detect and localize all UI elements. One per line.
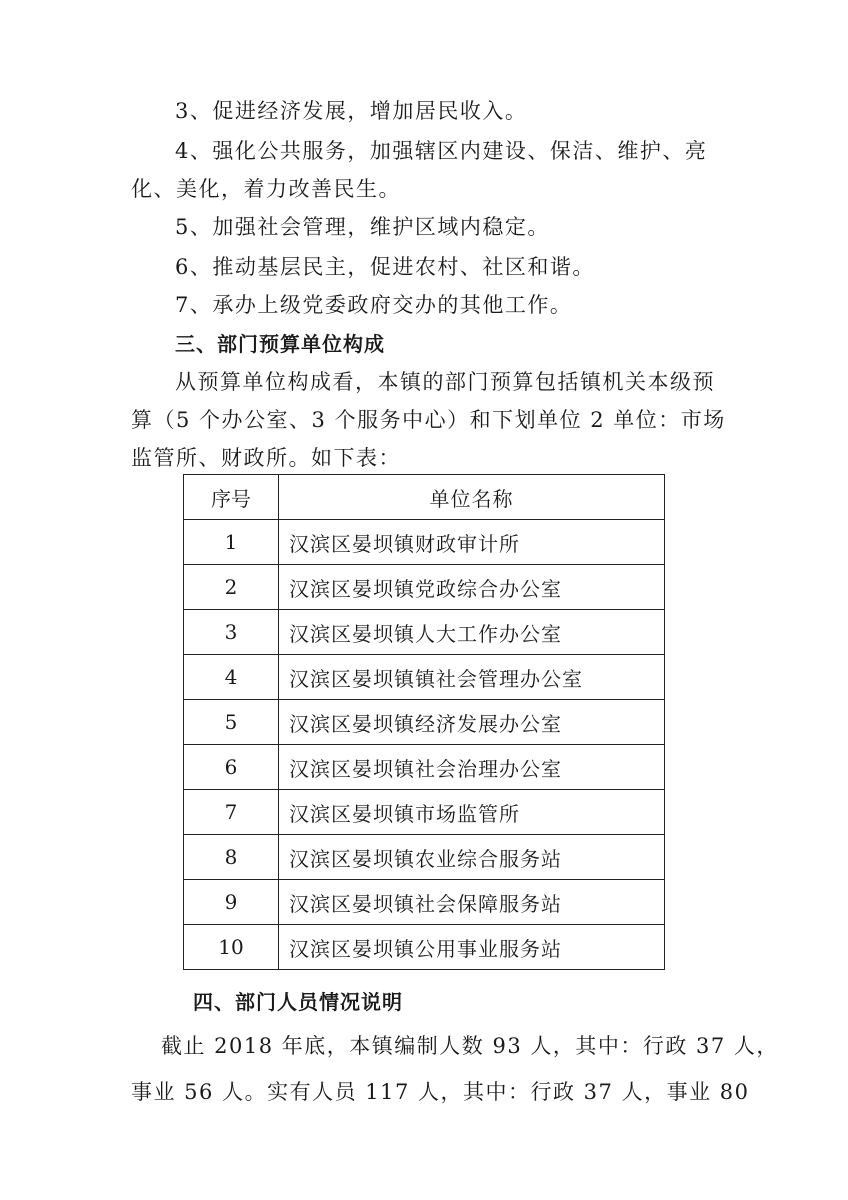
section-3-para-line-2: 算（5 个办公室、3 个服务中心）和下划单位 2 单位：市场	[131, 408, 726, 432]
row-index: 1	[184, 520, 279, 565]
row-index: 6	[184, 745, 279, 790]
table-row	[184, 880, 665, 925]
header-unit-name: 单位名称	[279, 475, 665, 520]
table-row	[184, 610, 665, 655]
duty-item-5: 5、加强社会管理，维护区域内稳定。	[175, 215, 550, 239]
section-3-para-line-3: 监管所、财政所。如下表：	[131, 446, 401, 470]
row-index: 9	[184, 880, 279, 925]
row-unit-name: 汉滨区晏坝镇人大工作办公室	[279, 610, 665, 655]
row-index: 8	[184, 835, 279, 880]
table-row	[184, 835, 665, 880]
section-4-para-line-1: 截止 2018 年底，本镇编制人数 93 人，其中：行政 37 人，	[161, 1034, 779, 1058]
table-row	[184, 520, 665, 565]
duty-item-4: 4、强化公共服务，加强辖区内建设、保洁、维护、亮	[175, 139, 708, 163]
row-unit-name: 汉滨区晏坝镇党政综合办公室	[279, 565, 665, 610]
row-index: 10	[184, 925, 279, 970]
duty-item-7: 7、承办上级党委政府交办的其他工作。	[175, 293, 573, 317]
table-row	[184, 700, 665, 745]
table-row	[184, 790, 665, 835]
row-index: 4	[184, 655, 279, 700]
table-row	[184, 565, 665, 610]
table-header-row	[184, 475, 665, 520]
row-unit-name: 汉滨区晏坝镇社会保障服务站	[279, 880, 665, 925]
table-row	[184, 745, 665, 790]
header-index: 序号	[184, 475, 279, 520]
table-row	[184, 925, 665, 970]
row-unit-name: 汉滨区晏坝镇镇社会管理办公室	[279, 655, 665, 700]
section-3-para-line-1: 从预算单位构成看，本镇的部门预算包括镇机关本级预	[175, 370, 715, 394]
duty-item-3: 3、促进经济发展，增加居民收入。	[175, 99, 528, 123]
section-4-heading: 四、部门人员情况说明	[193, 990, 403, 1014]
row-index: 2	[184, 565, 279, 610]
row-index: 7	[184, 790, 279, 835]
row-unit-name: 汉滨区晏坝镇社会治理办公室	[279, 745, 665, 790]
row-unit-name: 汉滨区晏坝镇农业综合服务站	[279, 835, 665, 880]
row-index: 3	[184, 610, 279, 655]
row-unit-name: 汉滨区晏坝镇市场监管所	[279, 790, 665, 835]
duty-item-4-cont: 化、美化，着力改善民生。	[131, 177, 401, 201]
row-index: 5	[184, 700, 279, 745]
section-3-heading: 三、部门预算单位构成	[175, 332, 385, 356]
section-4-para-line-2: 事业 56 人。实有人员 117 人，其中：行政 37 人，事业 80	[131, 1080, 750, 1104]
row-unit-name: 汉滨区晏坝镇公用事业服务站	[279, 925, 665, 970]
duty-item-6: 6、推动基层民主，促进农村、社区和谐。	[175, 255, 595, 279]
row-unit-name: 汉滨区晏坝镇经济发展办公室	[279, 700, 665, 745]
budget-units-table	[183, 474, 665, 970]
row-unit-name: 汉滨区晏坝镇财政审计所	[279, 520, 665, 565]
table-row	[184, 655, 665, 700]
